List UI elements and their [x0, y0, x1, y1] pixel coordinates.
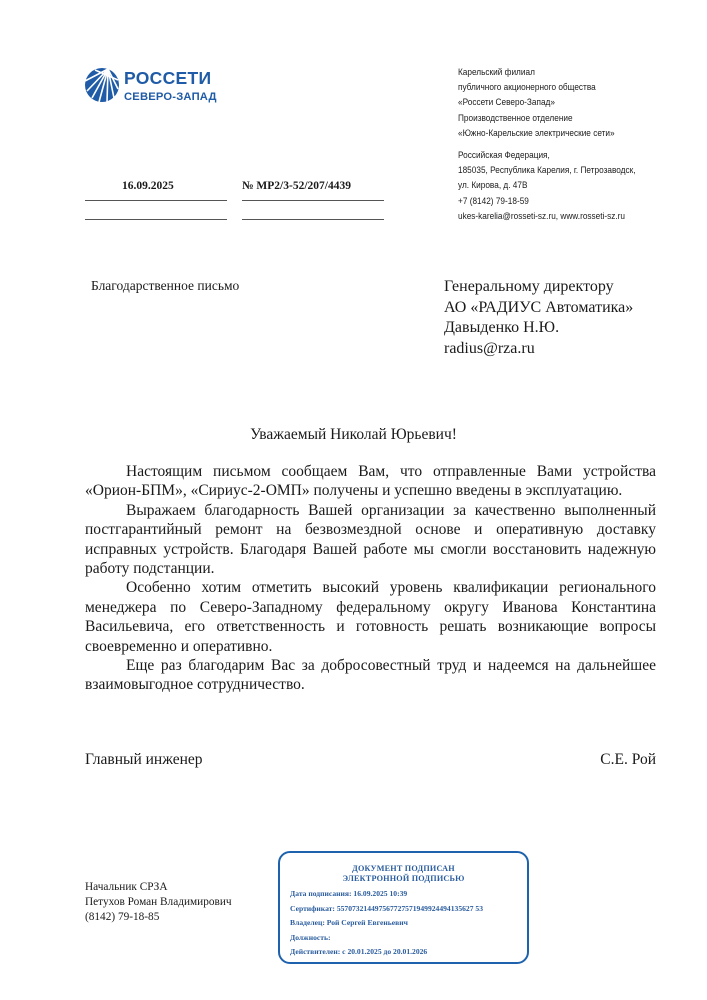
addressee-company: АО «РАДИУС Автоматика» — [444, 298, 634, 316]
organization-info — [458, 65, 615, 141]
addressee-position: Генеральному директору — [444, 278, 614, 295]
rosseti-globe-icon — [84, 67, 120, 103]
executor-block — [85, 880, 232, 926]
executor-position: Начальник СРЗА — [85, 881, 168, 893]
stamp-title — [280, 864, 527, 884]
letter-body — [85, 462, 656, 695]
number-underline — [242, 200, 384, 201]
stamp-certificate: Сертификат: 557073214497567727571949924494135627 53 — [290, 903, 484, 913]
addressee-name: Давыденко Н.Ю. — [444, 319, 560, 336]
executor-phone: (8142) 79-18-85 — [85, 911, 160, 924]
logo-wordmark — [124, 70, 217, 103]
executor-name: Петухов Роман Владимирович — [85, 896, 232, 909]
number-underline-2 — [242, 219, 384, 220]
stamp-owner: Владелец: Рой Сергей Евгеньевич — [290, 918, 408, 928]
addressee-block — [444, 277, 633, 359]
letter-subject: Благодарственное письмо — [91, 278, 240, 293]
greeting: Уважаемый Николай Юрьевич! — [250, 426, 457, 443]
org-line: Карельский филиал — [458, 67, 535, 78]
logo-line-1: РОССЕТИ — [124, 68, 212, 88]
stamp-signing-date: Дата подписания: 16.09.2025 10:39 — [290, 889, 408, 898]
contact-line: ул. Кирова, д. 47В — [458, 180, 528, 192]
contact-line: ukes-karelia@rosseti-sz.ru, www.rosseti-sz.ru — [458, 210, 626, 222]
stamp-position: Должность: — [290, 932, 331, 942]
body-paragraph: Особенно хотим отметить высокий уровень квалификации регионального менеджера по Северо-Западному федеральному округу Иванова Константина Васильевича, его ответственность и готовность решать возникающие вопросы своевременно и оперативно. — [85, 579, 656, 655]
organization-contacts — [458, 148, 635, 224]
signatory-name: С.Е. Рой — [600, 751, 656, 768]
logo-line-2: СЕВЕРО-ЗАПАД — [124, 90, 217, 103]
addressee-email[interactable]: radius@rza.ru — [444, 339, 535, 357]
stamp-title-line-1: ДОКУМЕНТ ПОДПИСАН — [352, 864, 455, 873]
contact-line: Российская Федерация, — [458, 150, 550, 161]
org-line: «Южно-Карельские электрические сети» — [458, 127, 615, 139]
signatory-role: Главный инженер — [85, 751, 203, 768]
document-date: 16.09.2025 — [122, 180, 174, 192]
body-paragraph: Настоящим письмом сообщаем Вам, что отправленные Вами устройства «Орион-БПМ», «Сириус-2-ОМП» получены и успешно введены в эксплуатацию. — [85, 463, 656, 500]
contact-line: +7 (8142) 79-18-59 — [458, 195, 529, 207]
body-paragraph: Выражаем благодарность Вашей организации за качественно выполненный постгарантийный ремонт на безвозмездной основе и оперативную доставку исправных устройств. Благодаря Вашей работе мы смогли восстановить надежную работу подстанции. — [85, 501, 656, 578]
org-line: «Россети Северо-Запад» — [458, 97, 555, 109]
stamp-title-line-2: ЭЛЕКТРОННОЙ ПОДПИСЬЮ — [342, 874, 465, 883]
company-logo — [84, 67, 274, 111]
date-underline — [85, 200, 227, 201]
contact-line: 185035, Республика Карелия, г. Петрозаводск, — [458, 165, 636, 177]
document-number: № МР2/3-52/207/4439 — [242, 180, 351, 192]
stamp-validity: Действителен: с 20.01.2025 до 20.01.2026 — [290, 947, 428, 957]
date-underline-2 — [85, 219, 227, 220]
org-line: Производственное отделение — [458, 112, 573, 124]
org-line: публичного акционерного общества — [458, 82, 596, 94]
body-paragraph: Еще раз благодарим Вас за добросовестный труд и надеемся на дальнейшее взаимовыгодное сотрудничество. — [85, 657, 656, 694]
electronic-signature-stamp — [278, 851, 529, 964]
